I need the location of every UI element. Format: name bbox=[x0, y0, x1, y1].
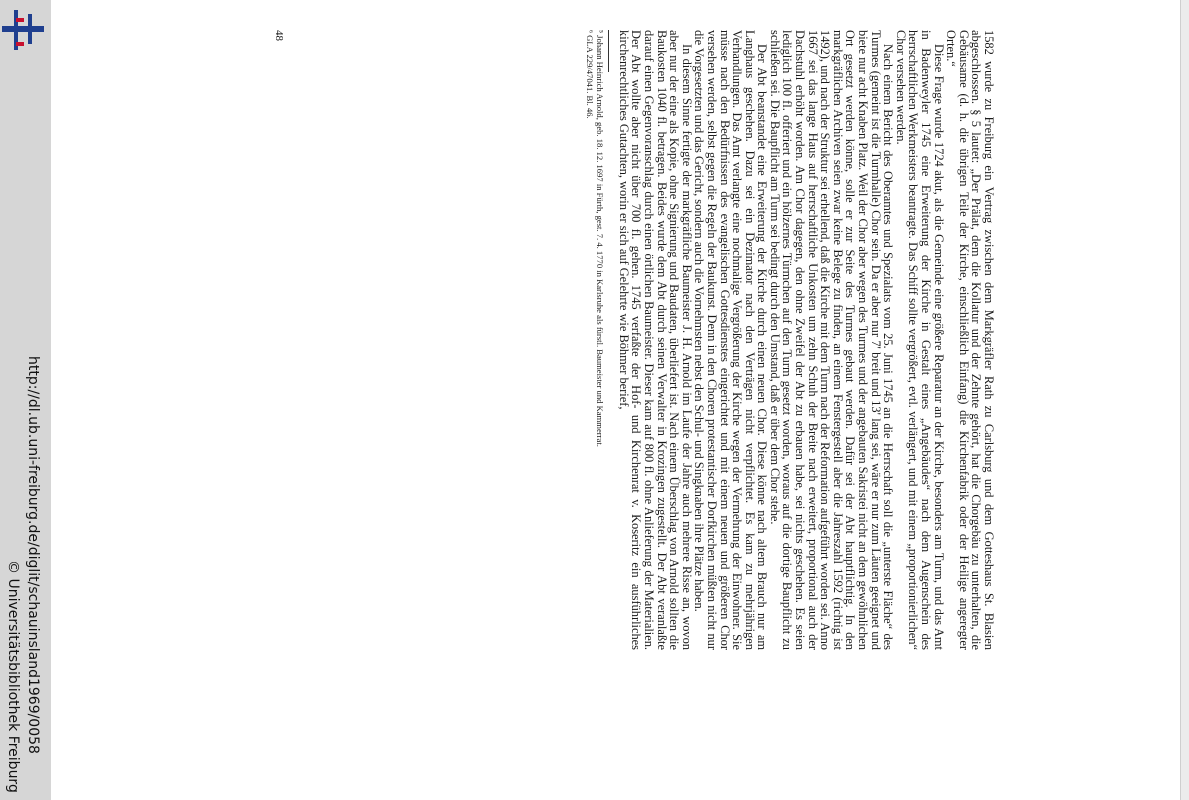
footnote: ⁶ GLA 229/47041. Bl. 46. bbox=[584, 30, 595, 119]
body-text bbox=[617, 30, 995, 650]
rotated-page-text bbox=[265, 30, 995, 650]
footnote: ⁵ Johann Heinrich Arnold, geb. 18. 12. 1697 in Fürth, gest. 7. 4. 1770 in Karlsruhe als fürstl. Baumeister und Kammerrat. bbox=[595, 30, 606, 447]
viewer-sidebar bbox=[0, 0, 51, 800]
scrollbar[interactable] bbox=[1180, 0, 1189, 800]
university-logo bbox=[2, 8, 44, 52]
source-url[interactable]: http://dl.ub.uni-freiburg.de/diglit/schauinsland1969/0058 bbox=[25, 356, 41, 754]
paragraph: Diese Frage wurde 1724 akut, als die Gemeinde eine größere Reparatur an der Kirche, besonders am Turm, und das Amt in Badenweyler 1745 eine Erweiterung der Kirche in Gestalt eines „Angebäudes“ nach dem Augenschein des herrschaftlichen Werkmeisters beantragte. Das Schiff sollte vergrößert, evtl. verlängert, und mit einem „proportionierlichen“ Chor versehen werden. bbox=[893, 30, 946, 650]
paragraph: In diesem Sinne fertigte der markgräfliche Baumeister J. H. Arnold im Laufe der Jahre auch mehrere Risse an, wovon aber nur der eine als Kopie, ohne Signierung und Baudaten, überliefert ist. Nach einem Überschlag von Arnold sollten die Baukosten 1040 fl. betragen. Beides wurde dem Abt durch seinen Verwalter in Krozingen zugestellt. Der Abt veranlaßte darauf einen Gegenvoranschlag durch einen örtlichen Baumeister. Dieser kam auf 800 fl. ohne Anlieferung der Materialien. Der Abt wollte aber nicht über 700 fl. gehen. 1745 verfaßte der Hof- und Kirchenrat v. Koseritz ein ausführliches kirchenrechtliches Gutachten, worin er sich auf Gelehrte wie Böhmer berief, bbox=[616, 30, 694, 650]
paragraph: Der Abt beanstandet eine Erweiterung der Kirche durch einen neuen Chor. Diese könne nach altem Brauch nur am Langhaus geschehen. Dazu sei ein Dezimator nach den Verträgen nicht verpflichtet. Es kam zu mehrjährigen Verhandlungen. Das Amt verlangte eine nochmalige Vergrößerung der Kirche wegen der Vermehrung der Einwohner. Sie müsse nach den Bedürfnissen des evangelischen Gottesdienstes eingerichtet und mit einem neuen und größeren Chor versehen werden, selbst gegen die Regeln der Baukunst. Denn in den Choren protestantischer Dorfkirchen müßten nicht nur die Vorgesetzten und das Gericht, sondern auch die Vornehmsten nebst den Schul- und Singknaben ihre Plätze haben. bbox=[692, 30, 770, 650]
copyright-notice: © Universitätsbibliothek Freiburg bbox=[5, 560, 21, 793]
footnote-rule bbox=[608, 30, 609, 72]
paragraph: 1582 wurde zu Freiburg ein Vertrag zwischen dem Markgräfler Rath zu Carlsburg und dem Gotteshaus St. Blasien abgeschlossen. § 5 lautet: „Der Prälat, dem die Kollatur und der Zehnte gehört, hat die Chorgebäu zu unterhalten, die Gebäusame (d. h. die übrigen Teile der Kirche, einschließlich Einfang) die Kirchenfabrik oder der Heilige angeregter Orten.“ bbox=[944, 30, 996, 650]
paragraph: Nach einem Bericht des Oberamtes und Spezialats vom 25. Juni 1745 an die Herrschaft soll die „unterste Fläche“ des Turmes (gemeint ist die Turmhalle) Chor sein. Da er aber nur 7' breit und 13' lang sei, wäre er nur zum Läuten geeignet und biete nur acht Knaben Platz. Weil der Chor aber wegen des Turmes und der angebauten Sakristei nicht an dem gewöhnlichen Ort gesetzt werden könne, solle er zur Seite des Turmes gebaut werden. Dafür sei der Abt hauptflichtig. In den markgräflichen Archiven seien zwar keine Belege zu finden, an einem Fenstergestell aber die Jahreszahl 1592 (richtig ist 1492), und nach der Struktur sei erhellend, daß die Kirche mit dem Turm nach der Reformation aufgeführt worden sei. Anno 1667 sei das lange Haus auf herrschaftliche Unkosten um zehn Schuh der Breite nach erweitert, proportional auch der Dachstuhl erhöht worden. Am Chor dagegen, den ohne Zweifel der Abt zu erbauen habe, sei nichts geschehen. Es seien lediglich 100 fl. offeriert und ein hölzernes Türmchen auf den Turm gesetzt worden, woraus auf die dortige Baupflicht zu schließen sei. Die Baupflicht am Turm sei bedingt durch den Umstand, daß er über dem Chor stehe. bbox=[767, 30, 896, 650]
page-number: 48 bbox=[273, 30, 285, 41]
